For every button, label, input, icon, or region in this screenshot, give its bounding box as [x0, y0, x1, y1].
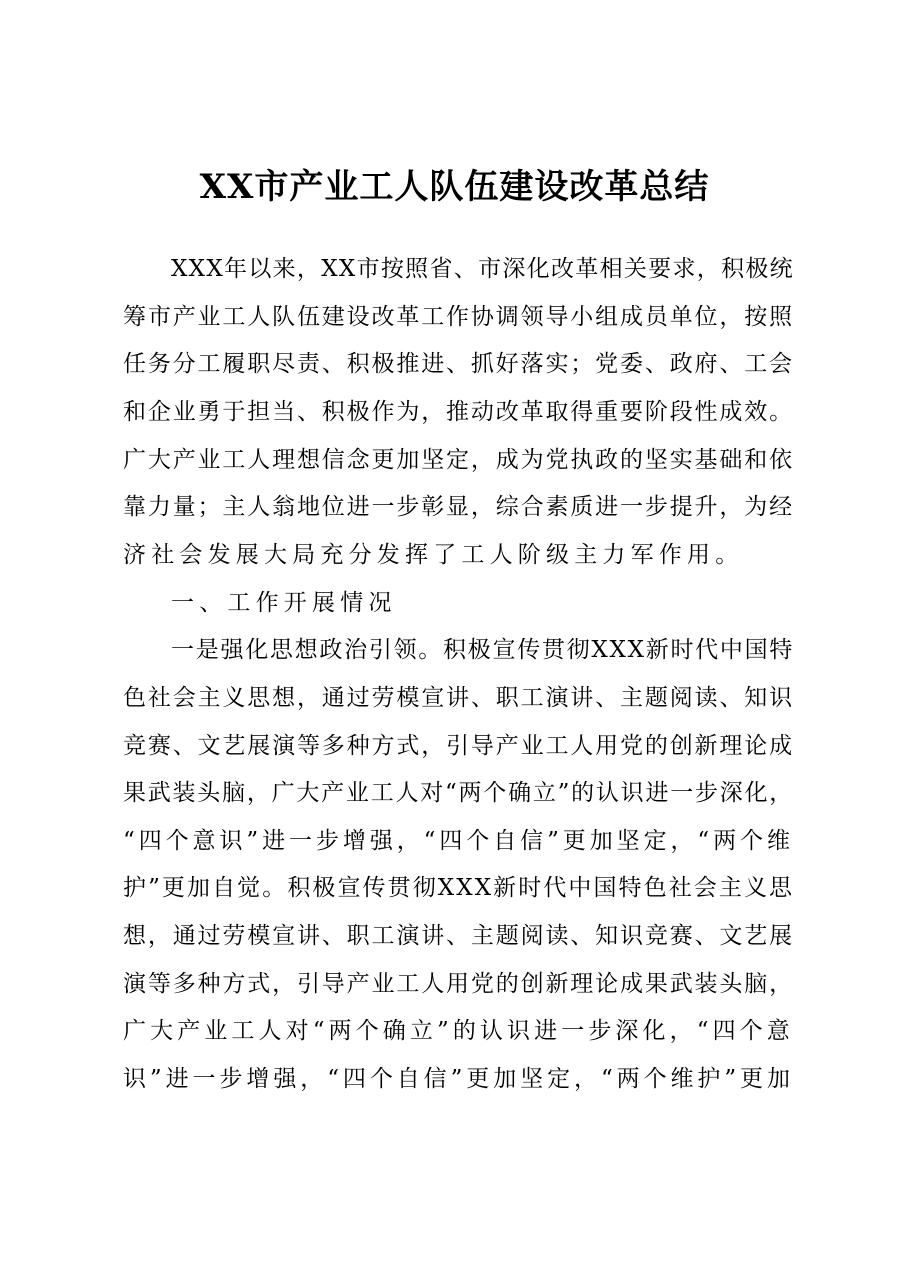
paragraph-line: 济社会发展大局充分发挥了工人阶级主力军作用。 [123, 542, 744, 568]
document-title: XX市产业工人队伍建设改革总结 [199, 167, 710, 207]
paragraph-line: 筹市产业工人队伍建设改革工作协调领导小组成员单位，按照 [123, 304, 794, 330]
paragraph-line: 识”进一步增强，“四个自信”更加坚定，“两个维护”更加 [123, 1066, 794, 1092]
paragraph-line: 和企业勇于担当、积极作为，推动改革取得重要阶段性成效。 [123, 399, 794, 425]
paragraph-line: 想，通过劳模宣讲、职工演讲、主题阅读、知识竞赛、文艺展 [123, 923, 794, 949]
paragraph-line: 广大产业工人理想信念更加坚定，成为党执政的坚实基础和依 [123, 447, 794, 473]
paragraph-line: 广大产业工人对“两个确立”的认识进一步深化，“四个意 [123, 1018, 794, 1044]
paragraph-line: 果武装头脑，广大产业工人对“两个确立”的认识进一步深化， [123, 780, 795, 806]
paragraph-line: XXX年以来，XX市按照省、市深化改革相关要求，积极统 [171, 256, 794, 282]
paragraph-line: 色社会主义思想，通过劳模宣讲、职工演讲、主题阅读、知识 [123, 685, 794, 711]
section-heading: 一、工作开展情况 [171, 590, 397, 616]
paragraph-line: “四个意识”进一步增强，“四个自信”更加坚定，“两个维 [123, 828, 794, 854]
paragraph-line: 护”更加自觉。积极宣传贯彻XXX新时代中国特色社会主义思 [123, 875, 795, 901]
paragraph-line: 一是强化思想政治引领。积极宣传贯彻XXX新时代中国特 [171, 637, 795, 663]
paragraph-line: 演等多种方式，引导产业工人用党的创新理论成果武装头脑， [123, 971, 794, 997]
paragraph-line: 任务分工履职尽责、积极推进、抓好落实；党委、政府、工会 [123, 351, 794, 377]
paragraph-line: 靠力量；主人翁地位进一步彰显，综合素质进一步提升，为经 [123, 494, 794, 520]
paragraph-line: 竞赛、文艺展演等多种方式，引导产业工人用党的创新理论成 [123, 733, 794, 759]
